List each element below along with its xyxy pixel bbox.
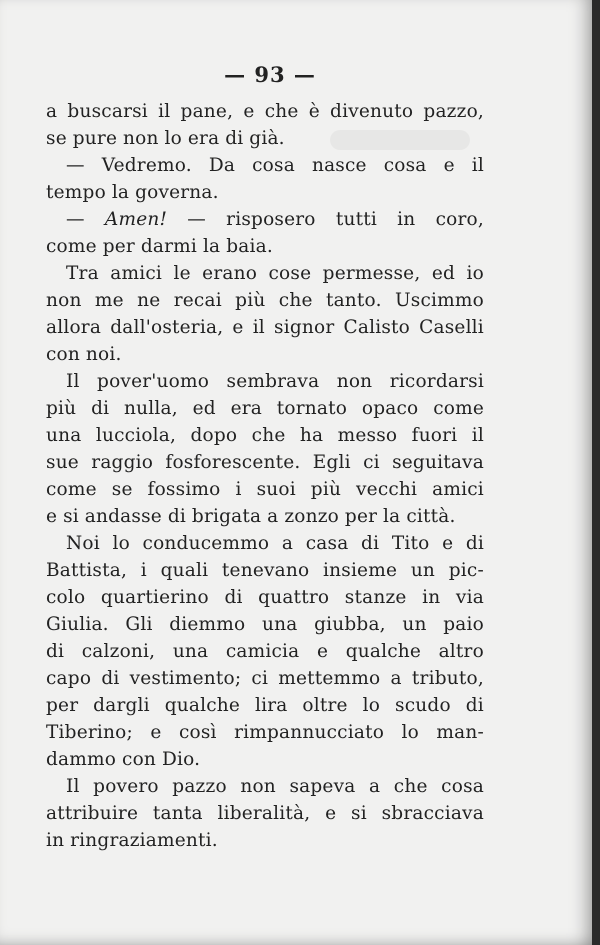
word: non: [46, 290, 82, 311]
text-line: [46, 692, 484, 719]
text-line: [46, 719, 484, 746]
text-line: [46, 476, 484, 503]
word: camicia: [225, 641, 300, 662]
word: in: [422, 587, 441, 608]
word: come: [46, 479, 97, 500]
word: tornato: [276, 398, 348, 419]
word: diemmo: [169, 614, 246, 635]
word: di: [225, 128, 244, 149]
word: lo: [362, 695, 381, 716]
text-line: [46, 611, 484, 638]
word: cose: [268, 263, 312, 284]
text-line: [46, 449, 484, 476]
word: che: [278, 290, 313, 311]
word: stanze: [344, 587, 407, 608]
word: il: [158, 101, 171, 122]
word: e: [243, 101, 255, 122]
word: —: [66, 155, 85, 176]
word: via: [455, 587, 484, 608]
page-number: — 93 —: [224, 62, 316, 87]
word: brigata: [191, 506, 262, 527]
word: di: [167, 506, 187, 527]
word: noi.: [85, 344, 122, 365]
word: non: [336, 371, 373, 392]
text-line: [46, 314, 484, 341]
word: amici: [110, 263, 163, 284]
word: tributo,: [411, 668, 484, 689]
word: sapeva: [289, 776, 356, 797]
word: pover'uomo: [97, 371, 210, 392]
word: a: [369, 776, 381, 797]
word: scudo: [395, 695, 451, 716]
word: dargli: [93, 695, 150, 716]
word: un: [410, 560, 436, 581]
word: si: [63, 506, 79, 527]
word: —: [187, 209, 206, 230]
word: Giulia.: [46, 614, 109, 635]
word: paio: [443, 614, 484, 635]
word: in: [46, 830, 65, 851]
word: che: [251, 425, 286, 446]
text-line: [46, 530, 484, 557]
word: per: [344, 506, 378, 527]
text-line: [46, 341, 484, 368]
word: darmi: [140, 236, 198, 257]
word: di: [361, 533, 380, 554]
word: più: [235, 290, 266, 311]
word: di: [101, 668, 120, 689]
text-line: [46, 260, 484, 287]
word: e: [232, 317, 244, 338]
word: una: [262, 614, 298, 635]
word: dammo: [46, 749, 117, 770]
word: era: [187, 128, 220, 149]
word: vecchi: [356, 479, 418, 500]
word: il: [252, 317, 265, 338]
text-line: [46, 368, 484, 395]
word: ne: [137, 290, 161, 311]
word: Gli: [125, 614, 153, 635]
word: Noi: [66, 533, 100, 554]
word: io: [466, 263, 484, 284]
word: per: [46, 695, 79, 716]
word: una: [46, 425, 82, 446]
text-line: [46, 179, 484, 206]
text-line: [46, 638, 484, 665]
word: lucciola,: [95, 425, 177, 446]
word: pure: [72, 128, 118, 149]
word: calzoni,: [81, 641, 156, 662]
word: la: [383, 506, 401, 527]
word: pane,: [180, 101, 234, 122]
word: cosa: [383, 155, 427, 176]
word: seguitava: [392, 452, 484, 473]
word: la: [202, 236, 221, 257]
word: tanto.: [325, 290, 382, 311]
word: di: [46, 641, 65, 662]
word: andasse: [84, 506, 162, 527]
text-line: [46, 557, 484, 584]
word: e: [325, 803, 337, 824]
word: coro,: [435, 209, 484, 230]
word: con: [46, 344, 81, 365]
word: di: [465, 533, 484, 554]
text-line: [46, 233, 484, 260]
word: le: [173, 263, 191, 284]
word: per: [102, 236, 135, 257]
word: Da: [208, 155, 236, 176]
word: è: [308, 101, 320, 122]
word: Calisto: [343, 317, 411, 338]
word: allora: [46, 317, 102, 338]
word: un: [402, 614, 427, 635]
word: capo: [46, 668, 92, 689]
word: Amen!: [104, 209, 168, 230]
text-line: [46, 422, 484, 449]
word: che: [393, 776, 428, 797]
word: mettemmo: [278, 668, 381, 689]
word: man-: [436, 722, 484, 743]
word: come: [433, 398, 484, 419]
word: sembrava: [226, 371, 320, 392]
word: così: [178, 722, 217, 743]
word: povero: [93, 776, 159, 797]
text-line: [46, 395, 484, 422]
word: non: [123, 128, 159, 149]
word: ed: [192, 398, 216, 419]
word: i: [140, 560, 147, 581]
word: giubba,: [314, 614, 386, 635]
word: altro: [438, 641, 484, 662]
word: liberalità,: [217, 803, 311, 824]
word: opaco: [361, 398, 419, 419]
word: signor: [274, 317, 335, 338]
word: quali: [160, 560, 209, 581]
text-line: [46, 98, 484, 125]
word: nasce: [311, 155, 367, 176]
word: vestimento;: [129, 668, 242, 689]
text-line: [46, 206, 484, 233]
word: amici: [432, 479, 484, 500]
word: con: [122, 749, 157, 770]
word: messo: [337, 425, 398, 446]
word: divenuto: [330, 101, 414, 122]
word: a: [267, 506, 279, 527]
word: Uscimmo: [394, 290, 484, 311]
word: più: [46, 398, 77, 419]
word: fossimo: [147, 479, 221, 500]
word: tenevano: [221, 560, 310, 581]
word: nulla,: [124, 398, 178, 419]
word: qualche: [164, 695, 241, 716]
text-line: [46, 800, 484, 827]
word: erano: [202, 263, 258, 284]
word: rimpannucciato: [234, 722, 385, 743]
word: Vedremo.: [101, 155, 192, 176]
word: Battista,: [46, 560, 128, 581]
word: se: [46, 128, 67, 149]
word: i: [235, 479, 242, 500]
word: —: [66, 209, 85, 230]
word: cosa: [441, 776, 484, 797]
word: fosforescente.: [165, 452, 301, 473]
word: zonzo: [284, 506, 339, 527]
word: insieme: [323, 560, 398, 581]
word: e: [443, 155, 455, 176]
word: e: [442, 533, 454, 554]
word: di: [91, 398, 110, 419]
word: la: [111, 182, 130, 203]
word: era: [230, 398, 262, 419]
word: suoi: [256, 479, 296, 500]
word: me: [94, 290, 124, 311]
word: ci: [363, 452, 380, 473]
word: Dio.: [161, 749, 201, 770]
word: in: [397, 209, 416, 230]
word: tempo: [46, 182, 106, 203]
word: Tra: [66, 263, 99, 284]
word: che: [264, 101, 299, 122]
word: sbracciava: [381, 803, 484, 824]
word: a: [46, 101, 58, 122]
word: sue: [46, 452, 79, 473]
word: il: [471, 155, 484, 176]
word: recai: [173, 290, 222, 311]
text-line: [46, 287, 484, 314]
word: qualche: [345, 641, 422, 662]
word: pazzo,: [423, 101, 484, 122]
word: ha: [299, 425, 324, 446]
word: conducemmo: [142, 533, 270, 554]
word: ringraziamenti.: [70, 830, 218, 851]
word: il: [471, 425, 484, 446]
word: fuori: [411, 425, 458, 446]
word: già.: [249, 128, 285, 149]
word: risposero: [226, 209, 316, 230]
word: governa.: [135, 182, 219, 203]
word: non: [240, 776, 276, 797]
word: permesse,: [322, 263, 421, 284]
word: quattro: [258, 587, 330, 608]
word: colo: [46, 587, 86, 608]
word: come: [46, 236, 97, 257]
text-line: [46, 584, 484, 611]
word: Tito: [391, 533, 430, 554]
word: una: [172, 641, 209, 662]
word: Caselli: [419, 317, 484, 338]
word: oltre: [302, 695, 348, 716]
word: buscarsi: [67, 101, 148, 122]
text-line: [46, 125, 484, 152]
word: cosa: [252, 155, 295, 176]
word: baia.: [226, 236, 273, 257]
word: se: [111, 479, 133, 500]
text-line: [46, 503, 484, 530]
word: a: [281, 533, 294, 554]
word: si: [351, 803, 367, 824]
word: lo: [401, 722, 419, 743]
body-text: [46, 98, 484, 854]
text-line: [46, 773, 484, 800]
word: Egli: [312, 452, 351, 473]
word: e: [316, 641, 329, 662]
word: attribuire: [46, 803, 139, 824]
word: e: [150, 722, 162, 743]
word: città.: [406, 506, 456, 527]
word: dall'osteria,: [110, 317, 224, 338]
word: dopo: [190, 425, 238, 446]
word: più: [310, 479, 342, 500]
text-line: [46, 746, 484, 773]
text-line: [46, 665, 484, 692]
word: lo: [112, 533, 130, 554]
word: lo: [164, 128, 182, 149]
word: raggio: [91, 452, 154, 473]
word: ci: [251, 668, 269, 689]
word: Il: [66, 371, 80, 392]
word: lira: [254, 695, 288, 716]
word: pazzo: [172, 776, 227, 797]
word: ricordarsi: [389, 371, 484, 392]
word: di: [224, 587, 243, 608]
word: e: [46, 506, 58, 527]
word: a: [390, 668, 402, 689]
word: tanta: [152, 803, 203, 824]
word: ed: [431, 263, 456, 284]
word: Il: [66, 776, 80, 797]
word: casa: [305, 533, 349, 554]
word: pic-: [448, 560, 484, 581]
text-line: [46, 827, 484, 854]
word: tutti: [335, 209, 377, 230]
text-line: [46, 152, 484, 179]
word: Tiberino;: [46, 722, 133, 743]
word: quartierino: [100, 587, 209, 608]
word: di: [465, 695, 484, 716]
